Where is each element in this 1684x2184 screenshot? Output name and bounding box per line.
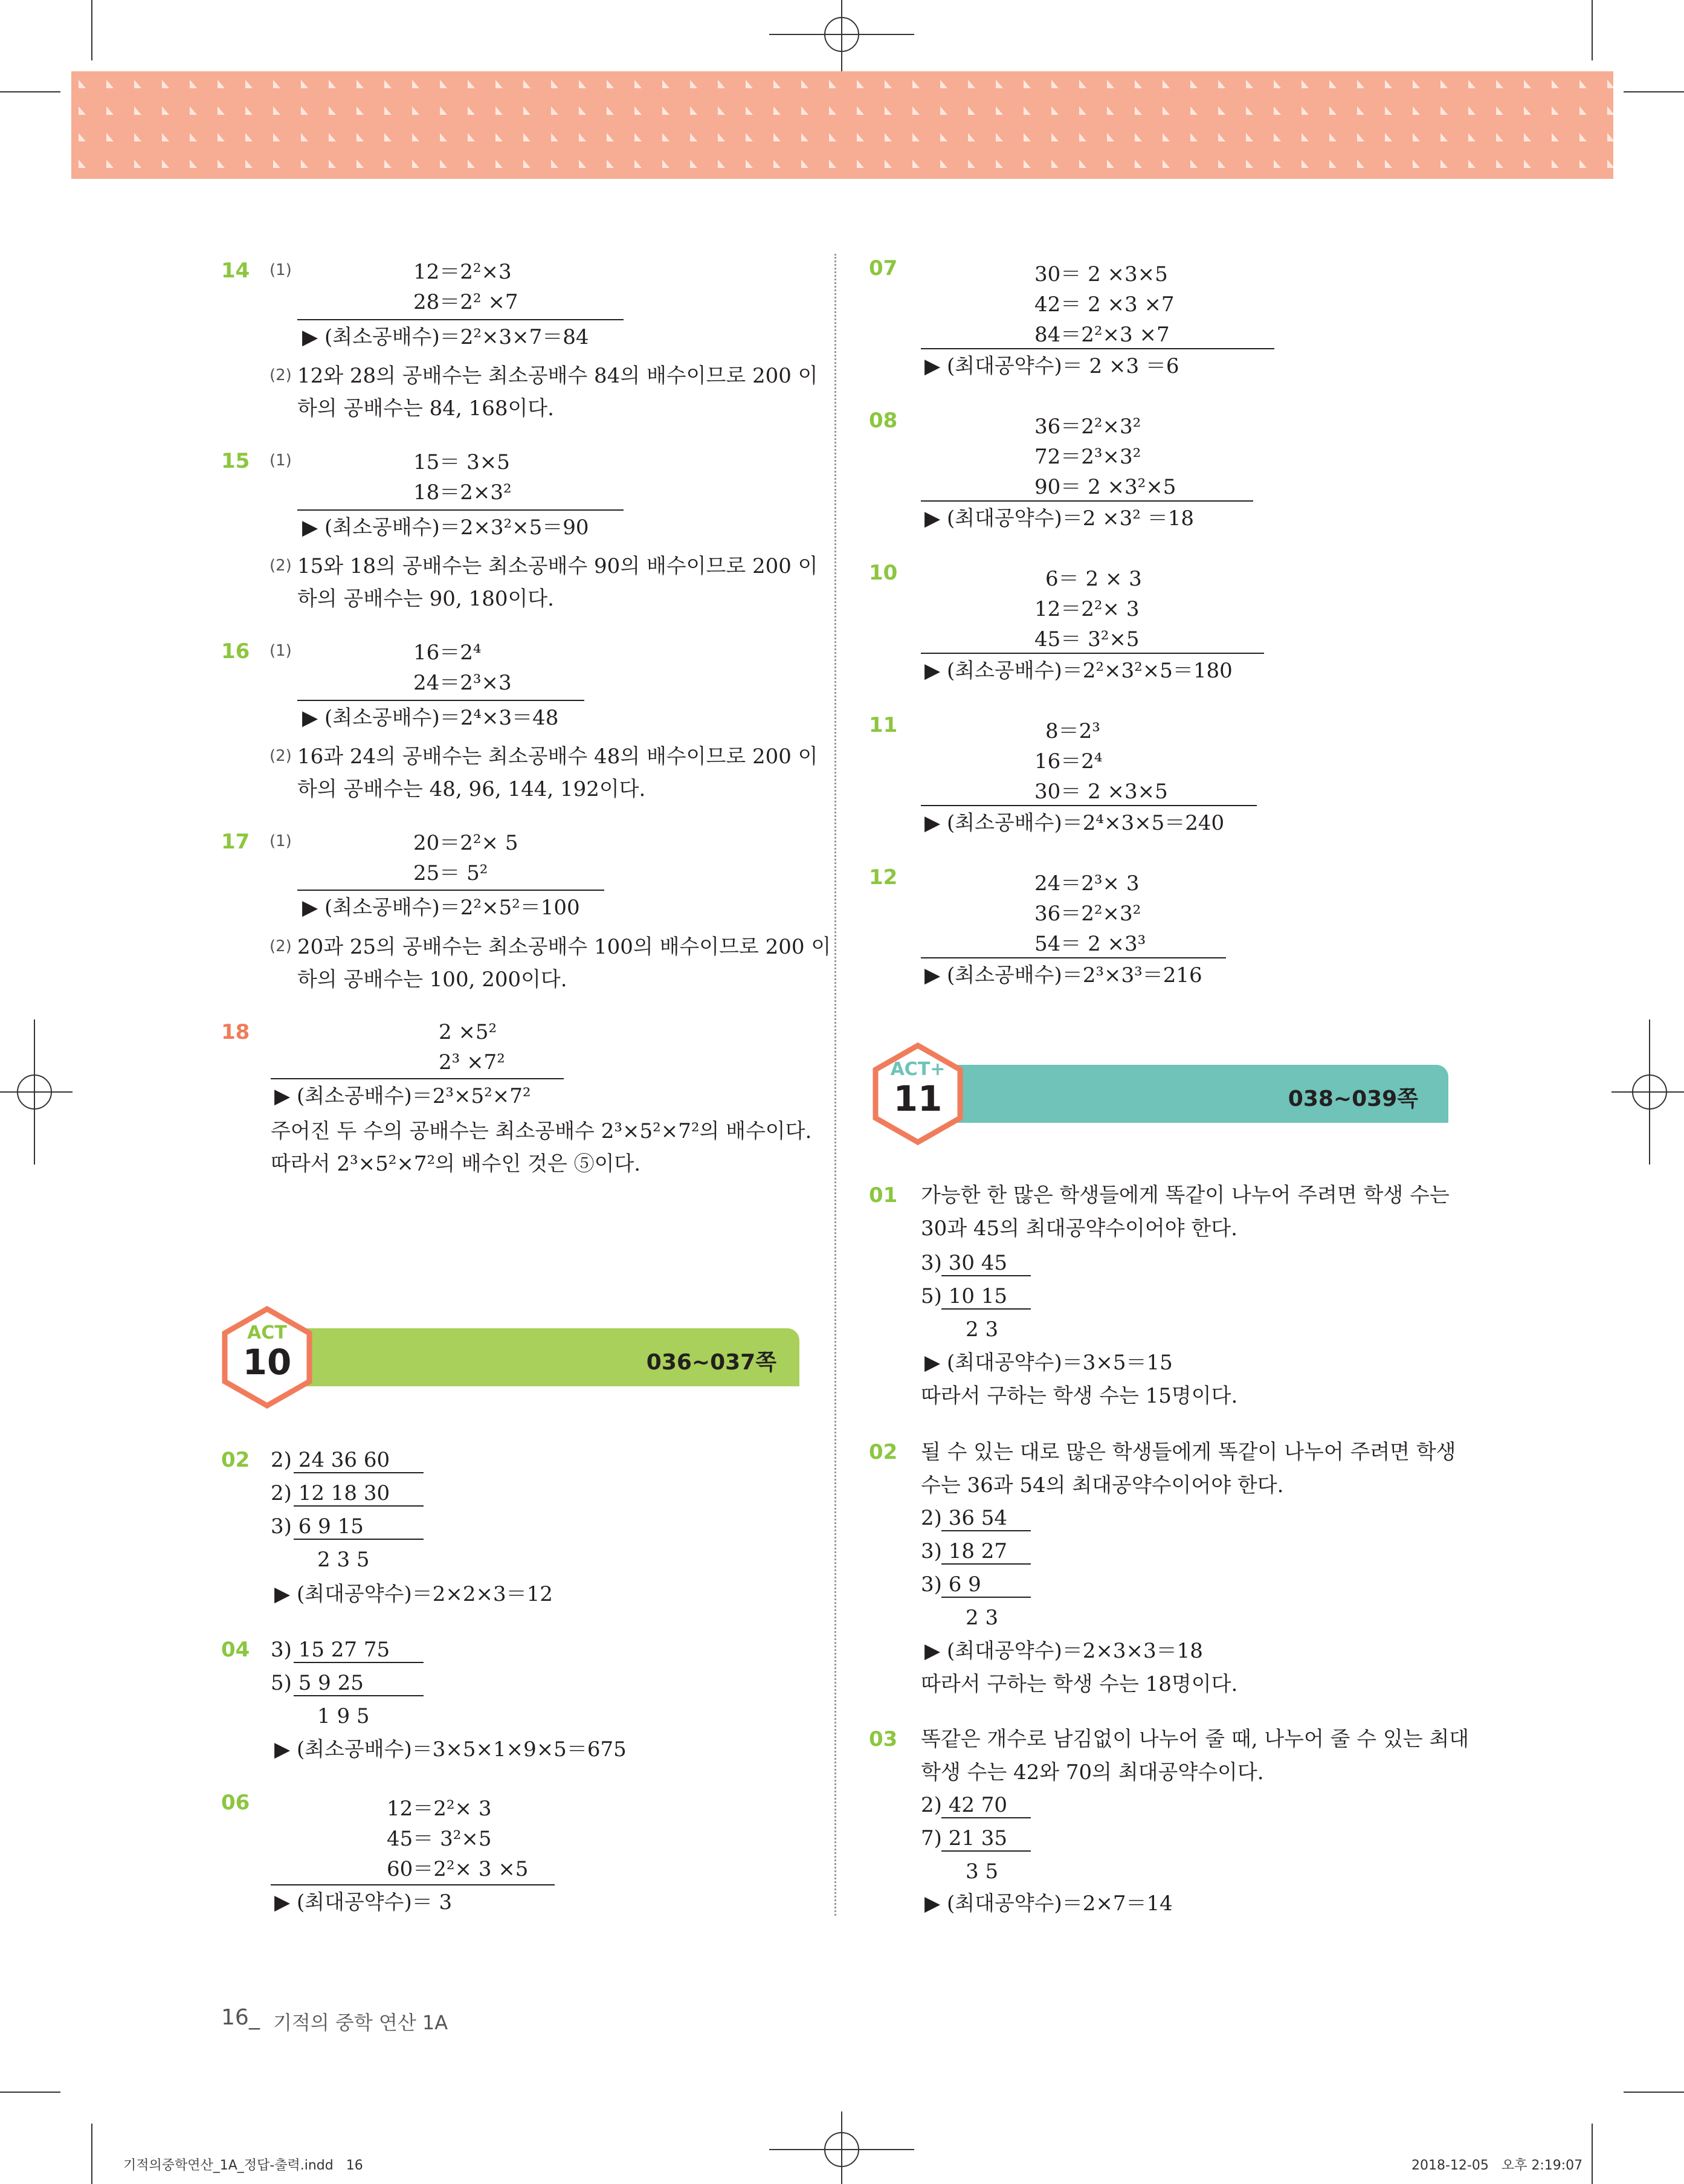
problem-number: 17	[221, 830, 250, 854]
explanation-text: 하의 공배수는 100, 200이다.	[297, 968, 567, 992]
explanation-text: 15와 18의 공배수는 최소공배수 90의 배수이므로 200 이	[297, 554, 818, 578]
factor-row: 15＝ 3×5	[413, 450, 510, 474]
result-line: ▶ (최대공약수)＝2×3×3＝18	[924, 1639, 1203, 1663]
result-line: ▶ (최소공배수)＝3×5×1×9×5＝675	[274, 1737, 627, 1762]
factor-row: 60＝2²× 3 ×5	[387, 1857, 529, 1881]
act-label: ACT+	[890, 1059, 946, 1080]
factor-row: 16＝2⁴	[413, 641, 482, 665]
division-underline	[941, 1563, 1031, 1565]
print-file-info: 기적의중학연산_1A_정답-출력.indd 16	[123, 2158, 363, 2173]
factor-row: 28＝2² ×7	[413, 290, 518, 314]
division-row: 2 3	[966, 1606, 999, 1630]
factor-row: 42＝ 2 ×3 ×7	[1034, 292, 1175, 317]
problem-number: 01	[869, 1183, 898, 1207]
explanation-text: 16과 24의 공배수는 최소공배수 48의 배수이므로 200 이	[297, 745, 818, 769]
factor-row: 12＝2²×3	[413, 260, 512, 284]
division-row: 3) 6 9 15	[271, 1514, 364, 1539]
result-line: ▶ (최소공배수)＝2³×5²×7²	[274, 1084, 531, 1108]
explanation-text: 20과 25의 공배수는 최소공배수 100의 배수이므로 200 이	[297, 935, 831, 959]
divider-line	[297, 700, 584, 701]
factor-row: 6＝ 2 × 3	[1045, 567, 1142, 591]
header-banner	[71, 71, 1613, 179]
problem-number: 10	[869, 561, 898, 585]
result-line: ▶ (최소공배수)＝2⁴×3＝48	[302, 706, 559, 730]
division-row: 3 5	[966, 1859, 999, 1884]
division-underline	[294, 1539, 424, 1540]
explanation-text: 주어진 두 수의 공배수는 최소공배수 2³×5²×7²의 배수이다.	[271, 1119, 812, 1143]
division-underline	[941, 1597, 1031, 1598]
problem-number: 03	[869, 1727, 898, 1751]
result-line: ▶ (최소공배수)＝2⁴×3×5＝240	[924, 811, 1225, 835]
factor-row: 20＝2²× 5	[413, 831, 518, 855]
division-row: 2) 24 36 60	[271, 1448, 390, 1472]
explanation-text: 따라서 구하는 학생 수는 18명이다.	[921, 1672, 1238, 1696]
explanation-text: 수는 36과 54의 최대공약수이어야 한다.	[921, 1473, 1284, 1497]
division-underline	[941, 1275, 1031, 1276]
problem-number: 14	[221, 259, 250, 283]
page-number: 16	[221, 2005, 249, 2030]
divider-line	[271, 1884, 555, 1885]
print-date-info: 2018-12-05 오후 2:19:07	[1411, 2158, 1583, 2173]
explanation-text: 하의 공배수는 84, 168이다.	[297, 396, 554, 421]
result-line: ▶ (최대공약수)＝2 ×3² ＝18	[924, 506, 1194, 531]
division-row: 2) 42 70	[921, 1793, 1008, 1817]
problem-number: 11	[869, 713, 898, 737]
act-page-range: 038~039쪽	[1288, 1087, 1418, 1111]
explanation-text: 30과 45의 최대공약수이어야 한다.	[921, 1216, 1237, 1241]
book-title: 기적의 중학 연산 1A	[273, 2011, 448, 2034]
problem-number: 06	[221, 1791, 250, 1815]
explanation-text: 하의 공배수는 48, 96, 144, 192이다.	[297, 777, 646, 801]
division-underline	[294, 1662, 424, 1663]
problem-number: 02	[869, 1440, 898, 1464]
result-line: ▶ (최소공배수)＝2²×5²＝100	[302, 896, 580, 920]
act-page-range: 036~037쪽	[646, 1350, 776, 1375]
subpart-label: (2)	[269, 366, 292, 384]
division-underline	[294, 1505, 424, 1507]
divider-line	[297, 319, 624, 320]
result-line: ▶ (최소공배수)＝2×3²×5＝90	[302, 515, 589, 540]
division-row: 1 9 5	[317, 1704, 370, 1728]
factor-row: 72＝2³×3²	[1034, 445, 1141, 469]
problem-number: 02	[221, 1448, 250, 1472]
problem-number: 18	[221, 1020, 250, 1044]
divider-line	[921, 805, 1257, 806]
factor-row: 24＝2³×3	[413, 671, 512, 695]
divider-line	[921, 957, 1226, 958]
factor-row: 12＝2²× 3	[1034, 597, 1140, 621]
result-line: ▶ (최대공약수)＝3×5＝15	[924, 1351, 1173, 1375]
factor-row: 30＝ 2 ×3×5	[1034, 780, 1168, 804]
division-row: 2 3 5	[317, 1548, 370, 1572]
subpart-label: (1)	[269, 451, 292, 470]
subpart-label: (2)	[269, 747, 292, 765]
division-row: 5) 10 15	[921, 1284, 1008, 1308]
factor-row: 2³ ×7²	[439, 1050, 505, 1074]
division-row: 3) 30 45	[921, 1251, 1008, 1275]
problem-number: 15	[221, 449, 250, 473]
factor-row: 25＝ 5²	[413, 861, 488, 885]
divider-line	[921, 653, 1264, 654]
factor-row: 45＝ 3²×5	[387, 1827, 492, 1851]
factor-row: 54＝ 2 ×3³	[1034, 932, 1146, 956]
division-underline	[294, 1472, 424, 1473]
result-line: ▶ (최대공약수)＝2×7＝14	[924, 1892, 1173, 1916]
problem-number: 16	[221, 639, 250, 664]
result-line: ▶ (최소공배수)＝2²×3²×5＝180	[924, 659, 1233, 683]
division-row: 3) 18 27	[921, 1539, 1008, 1563]
divider-line	[297, 509, 624, 511]
explanation-text: 똑같은 개수로 남김없이 나누어 줄 때, 나누어 줄 수 있는 최대	[921, 1727, 1469, 1751]
result-line: ▶ (최대공약수)＝ 2 ×3 ＝6	[924, 354, 1179, 378]
result-line: ▶ (최대공약수)＝ 3	[274, 1890, 453, 1914]
subpart-label: (1)	[269, 832, 292, 850]
act-number: 11	[893, 1078, 943, 1119]
factor-row: 12＝2²× 3	[387, 1797, 492, 1821]
result-line: ▶ (최소공배수)＝2²×3×7＝84	[302, 325, 589, 349]
explanation-text: 하의 공배수는 90, 180이다.	[297, 587, 554, 611]
footer-separator: _	[249, 2005, 260, 2030]
division-row: 5) 5 9 25	[271, 1671, 364, 1695]
divider-line	[921, 348, 1274, 349]
factor-row: 30＝ 2 ×3×5	[1034, 262, 1168, 286]
subpart-label: (2)	[269, 557, 292, 575]
problem-number: 08	[869, 409, 898, 433]
division-row: 2) 12 18 30	[271, 1481, 390, 1505]
act-label: ACT	[247, 1322, 287, 1343]
result-line: ▶ (최대공약수)＝2×2×3＝12	[274, 1582, 553, 1606]
result-line: ▶ (최소공배수)＝2³×3³＝216	[924, 963, 1202, 987]
division-underline	[941, 1530, 1031, 1531]
division-underline	[941, 1817, 1031, 1818]
factor-row: 18＝2×3²	[413, 480, 512, 505]
subpart-label: (1)	[269, 642, 292, 660]
division-row: 3) 15 27 75	[271, 1638, 390, 1662]
problem-number: 12	[869, 865, 898, 890]
division-underline	[941, 1308, 1031, 1310]
factor-row: 84＝2²×3 ×7	[1034, 323, 1170, 347]
factor-row: 24＝2³× 3	[1034, 871, 1140, 896]
explanation-text: 따라서 2³×5²×7²의 배수인 것은 ⑤이다.	[271, 1152, 641, 1176]
problem-number: 07	[869, 256, 898, 280]
division-row: 2) 36 54	[921, 1506, 1008, 1530]
division-row: 3) 6 9	[921, 1572, 981, 1597]
division-row: 2 3	[966, 1317, 999, 1342]
act-number: 10	[242, 1342, 292, 1383]
explanation-text: 될 수 있는 대로 많은 학생들에게 똑같이 나누어 주려면 학생	[921, 1440, 1456, 1464]
factor-row: 2 ×5²	[439, 1020, 497, 1044]
divider-line	[271, 1078, 564, 1079]
divider-line	[921, 500, 1253, 502]
factor-row: 16＝2⁴	[1034, 749, 1103, 774]
divider-line	[297, 890, 604, 891]
problem-number: 04	[221, 1638, 250, 1662]
factor-row: 90＝ 2 ×3²×5	[1034, 475, 1176, 499]
explanation-text: 가능한 한 많은 학생들에게 똑같이 나누어 주려면 학생 수는	[921, 1183, 1450, 1207]
factor-row: 45＝ 3²×5	[1034, 627, 1140, 651]
explanation-text: 따라서 구하는 학생 수는 15명이다.	[921, 1384, 1238, 1408]
subpart-label: (2)	[269, 937, 292, 955]
division-row: 7) 21 35	[921, 1826, 1008, 1850]
factor-row: 8＝2³	[1045, 719, 1100, 743]
factor-row: 36＝2²×3²	[1034, 902, 1141, 926]
factor-row: 36＝2²×3²	[1034, 415, 1141, 439]
division-underline	[941, 1850, 1031, 1852]
explanation-text: 12와 28의 공배수는 최소공배수 84의 배수이므로 200 이	[297, 364, 818, 388]
column-divider	[834, 254, 836, 1916]
explanation-text: 학생 수는 42와 70의 최대공약수이다.	[921, 1760, 1264, 1785]
subpart-label: (1)	[269, 261, 292, 279]
division-underline	[294, 1695, 424, 1696]
